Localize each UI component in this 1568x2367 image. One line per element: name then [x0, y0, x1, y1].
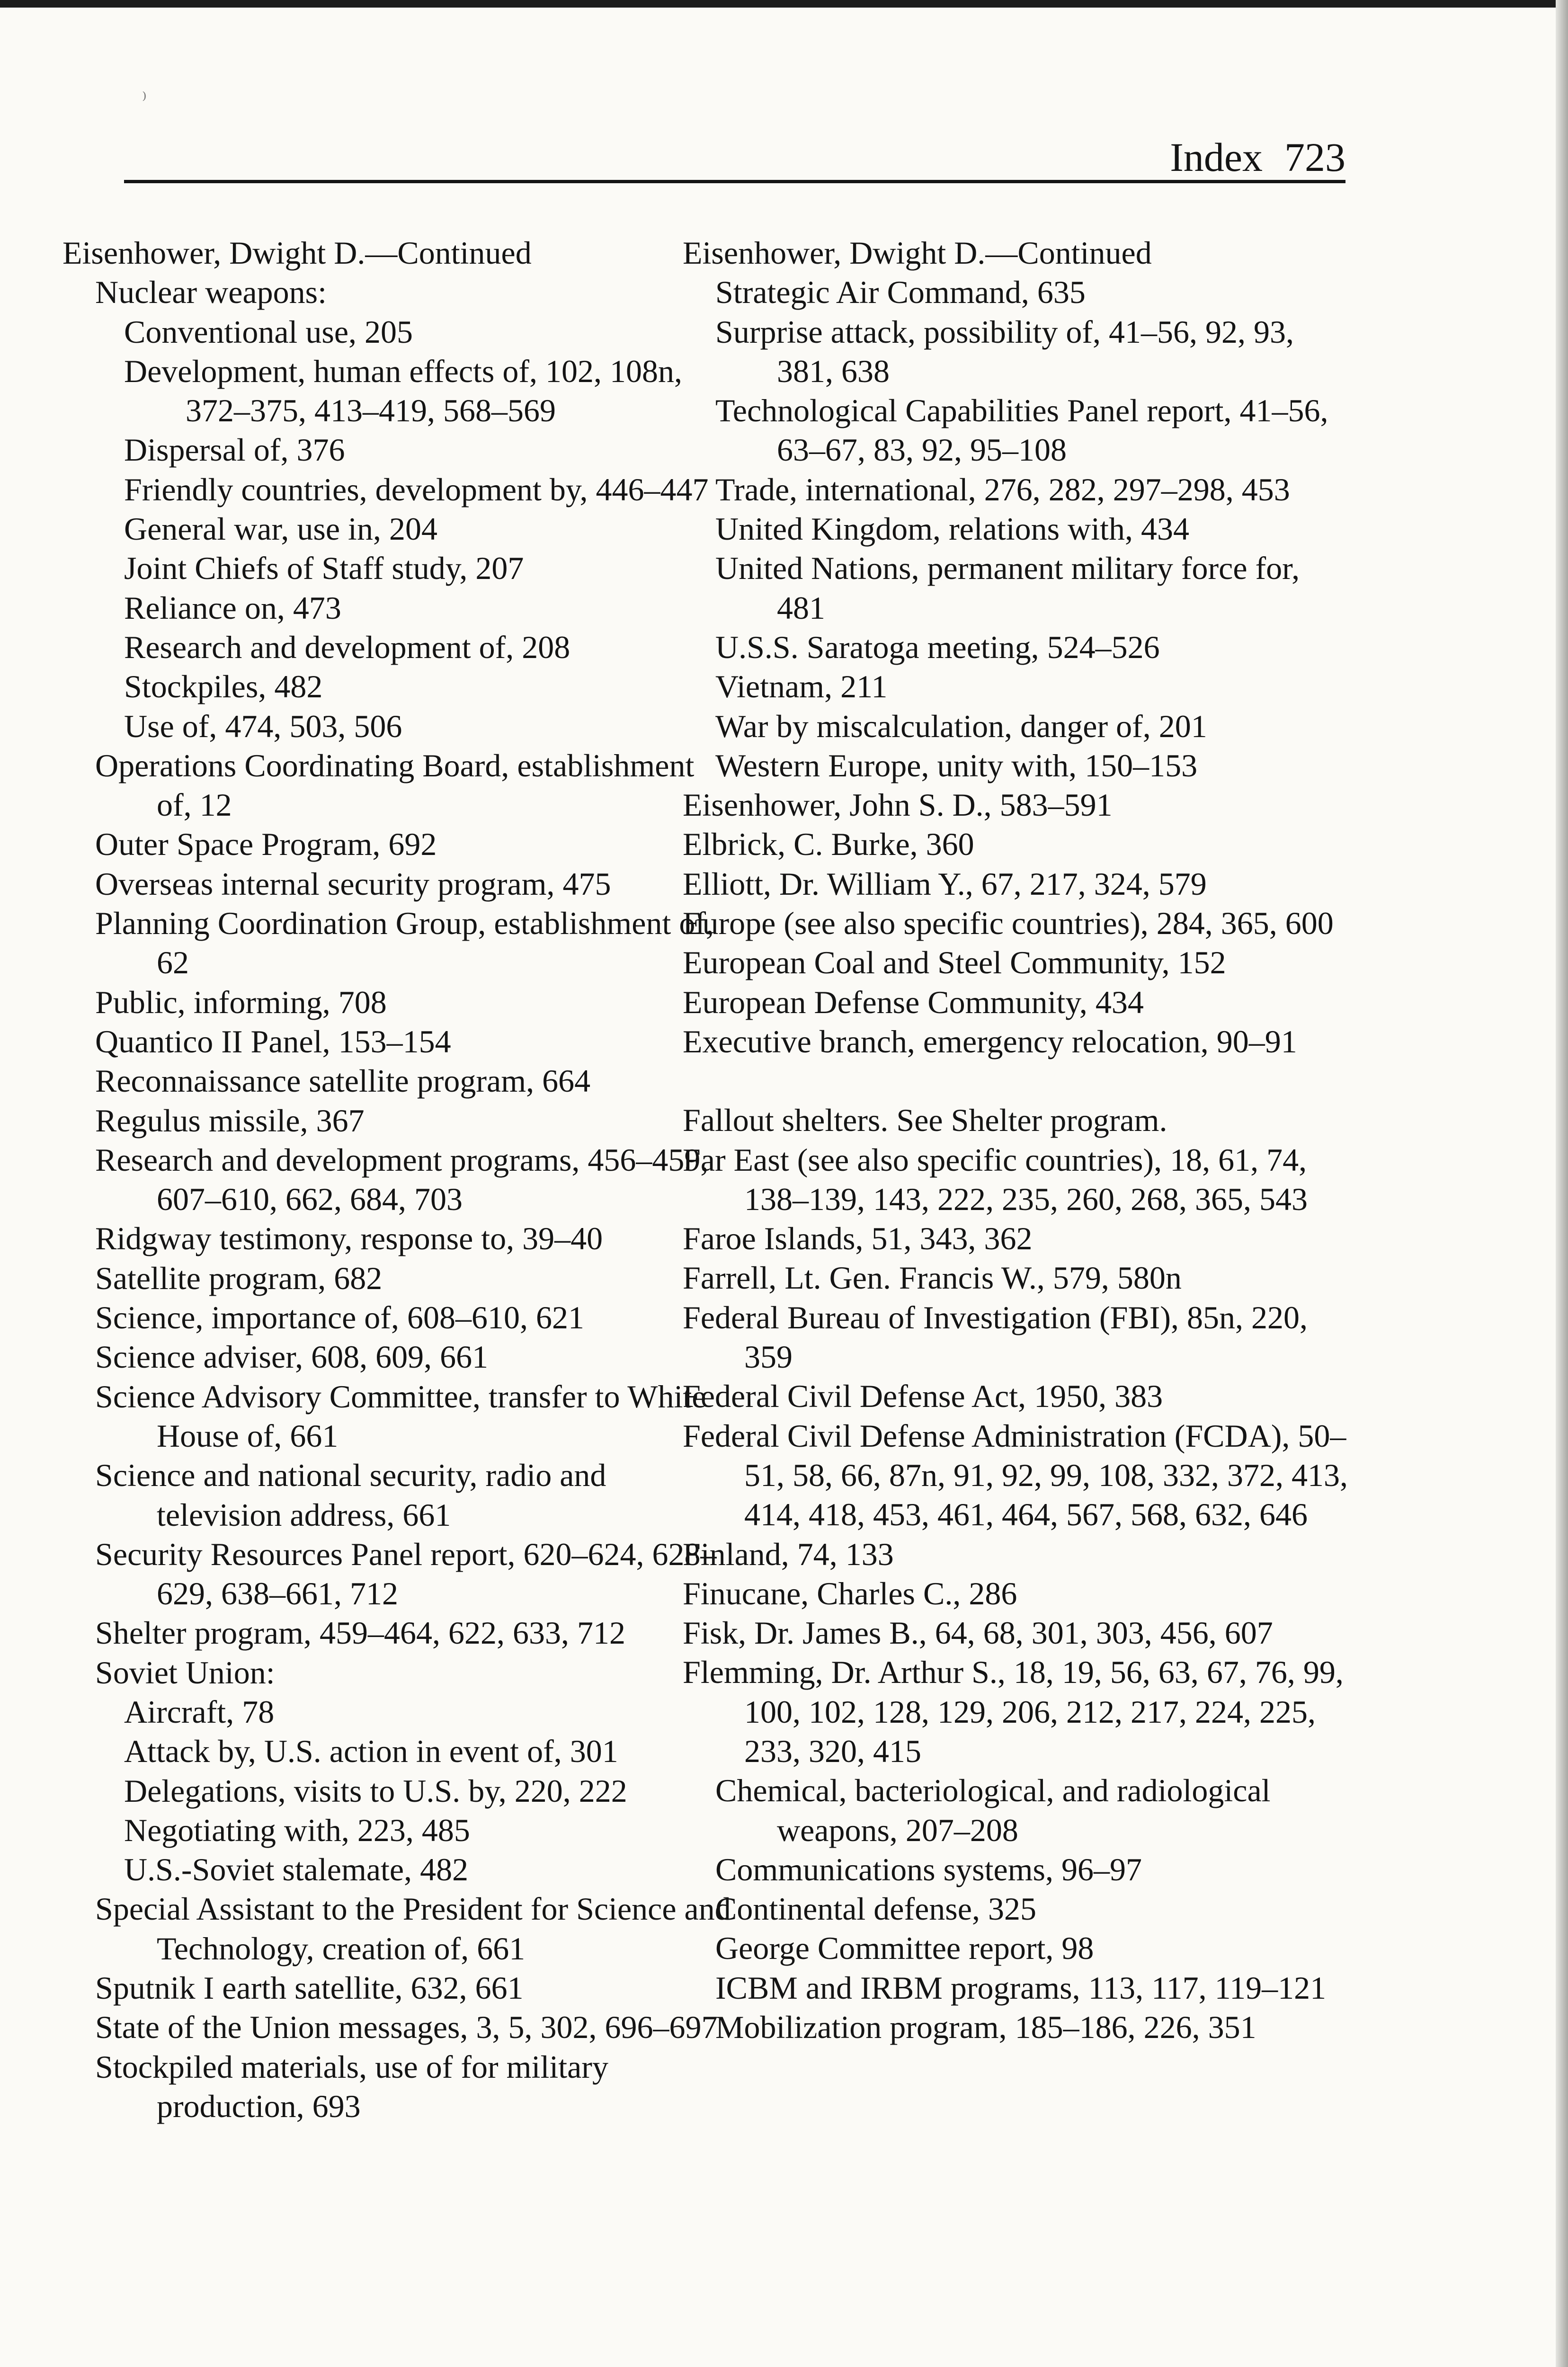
index-subentry: Western Europe, unity with, 150–153	[715, 747, 1198, 783]
index-subentry: Special Assistant to the President for Science and Technology, creation of, 661	[95, 1891, 731, 1967]
index-subentry: Public, informing, 708	[95, 984, 387, 1020]
index-subentry: ICBM and IRBM programs, 113, 117, 119–121	[715, 1969, 1327, 2006]
running-header	[124, 133, 1345, 181]
index-subentry: War by miscalculation, danger of, 201	[715, 708, 1207, 744]
index-subentry: Science Advisory Committee, transfer to White House of, 661	[95, 1378, 706, 1454]
index-entry: Eisenhower, Dwight D.—Continued	[62, 235, 532, 271]
index-subentry: U.S.-Soviet stalemate, 482	[124, 1851, 469, 1888]
index-subentry: Operations Coordinating Board, establishment of, 12	[95, 747, 695, 823]
index-entry: Elbrick, C. Burke, 360	[683, 826, 974, 863]
index-subentry: Science adviser, 608, 609, 661	[95, 1339, 489, 1375]
header-section: Index	[1170, 134, 1263, 180]
index-subentry: Surprise attack, possibility of, 41–56, 92, 93, 381, 638	[715, 313, 1294, 389]
index-subentry: Continental defense, 325	[715, 1891, 1036, 1927]
index-subentry: Delegations, visits to U.S. by, 220, 222	[124, 1772, 627, 1809]
page-top-edge	[0, 0, 1568, 8]
index-subentry: Nuclear weapons:	[95, 274, 327, 311]
index-subentry: Ridgway testimony, response to, 39–40	[95, 1220, 603, 1257]
index-subentry: Conventional use, 205	[124, 313, 413, 350]
index-subentry: Stockpiles, 482	[124, 668, 323, 705]
index-entry: Eisenhower, Dwight D.—Continued	[683, 235, 1152, 271]
page-speck: ⁾	[142, 89, 147, 110]
index-column-right	[683, 233, 1355, 2047]
index-subentry: Attack by, U.S. action in event of, 301	[124, 1733, 618, 1770]
index-entry: Federal Civil Defense Act, 1950, 383	[683, 1378, 1163, 1415]
index-subentry: Reconnaissance satellite program, 664	[95, 1063, 591, 1099]
index-entry: Finland, 74, 133	[683, 1536, 894, 1572]
index-subentry: Research and development of, 208	[124, 629, 570, 665]
index-subentry: State of the Union messages, 3, 5, 302, 696–697	[95, 2009, 718, 2046]
index-subentry: Mobilization program, 185–186, 226, 351	[715, 2009, 1256, 2046]
index-subentry: Stockpiled materials, use of for military production, 693	[95, 2048, 608, 2124]
header-rule	[124, 180, 1345, 183]
index-subentry: General war, use in, 204	[124, 511, 437, 547]
index-entry: Farrell, Lt. Gen. Francis W., 579, 580n	[683, 1260, 1182, 1296]
index-subentry: Science and national security, radio and television address, 661	[95, 1457, 606, 1533]
index-subentry: Trade, international, 276, 282, 297–298, 453	[715, 471, 1290, 507]
index-subentry: Joint Chiefs of Staff study, 207	[124, 550, 524, 587]
index-entry: Eisenhower, John S. D., 583–591	[683, 787, 1113, 823]
index-subentry: Strategic Air Command, 635	[715, 274, 1086, 311]
index-entry: European Defense Community, 434	[683, 984, 1144, 1020]
index-entry: Europe (see also specific countries), 284, 365, 600	[683, 905, 1334, 942]
index-subentry: Shelter program, 459–464, 622, 633, 712	[95, 1615, 625, 1651]
index-entry: Fisk, Dr. James B., 64, 68, 301, 303, 456, 607	[683, 1615, 1273, 1651]
index-subentry: Chemical, bacteriological, and radiological weapons, 207–208	[715, 1772, 1271, 1848]
index-spacer	[744, 1061, 1355, 1101]
index-subentry: Quantico II Panel, 153–154	[95, 1023, 451, 1059]
index-subentry: Vietnam, 211	[715, 668, 888, 705]
index-entry: Fallout shelters. See Shelter program.	[683, 1102, 1167, 1139]
index-subentry: Overseas internal security program, 475	[95, 865, 611, 902]
index-entry: Finucane, Charles C., 286	[683, 1575, 1017, 1611]
index-subentry: Sputnik I earth satellite, 632, 661	[95, 1970, 524, 2006]
index-subentry: Soviet Union:	[95, 1654, 275, 1691]
index-subentry: Negotiating with, 223, 485	[124, 1812, 470, 1848]
index-entry: Flemming, Dr. Arthur S., 18, 19, 56, 63, 67, 76, 99, 100, 102, 128, 129, 206, 212, 217, 224, 225, 233, 320, 415	[683, 1654, 1344, 1769]
index-subentry: Outer Space Program, 692	[95, 826, 437, 863]
page-right-edge	[1556, 0, 1568, 2367]
index-entry: Federal Bureau of Investigation (FBI), 85n, 220, 359	[683, 1299, 1308, 1375]
index-subentry: Satellite program, 682	[95, 1260, 383, 1296]
index-subentry: George Committee report, 98	[715, 1930, 1094, 1967]
index-subentry: Aircraft, 78	[124, 1693, 275, 1730]
index-subentry: Use of, 474, 503, 506	[124, 708, 402, 744]
index-subentry: Communications systems, 96–97	[715, 1851, 1142, 1887]
index-subentry: Science, importance of, 608–610, 621	[95, 1299, 584, 1336]
index-subentry: U.S.S. Saratoga meeting, 524–526	[715, 629, 1160, 665]
index-subentry: Reliance on, 473	[124, 589, 341, 626]
index-entry: European Coal and Steel Community, 152	[683, 944, 1226, 981]
page-number: 723	[1284, 134, 1345, 180]
index-entry: Federal Civil Defense Administration (FCDA), 50–51, 58, 66, 87n, 91, 92, 99, 108, 332, 372, 413, 414, 418, 453, 461, 464, 567, 568, 632, 646	[683, 1417, 1348, 1533]
index-subentry: Technological Capabilities Panel report, 41–56, 63–67, 83, 92, 95–108	[715, 392, 1328, 468]
index-subentry: Friendly countries, development by, 446–447	[124, 471, 709, 507]
index-entry: Far East (see also specific countries), 18, 61, 74, 138–139, 143, 222, 235, 260, 268, 365, 543	[683, 1141, 1308, 1217]
index-subentry: United Kingdom, relations with, 434	[715, 511, 1190, 547]
index-subentry: Research and development programs, 456–459, 607–610, 662, 684, 703	[95, 1141, 709, 1218]
index-subentry: Planning Coordination Group, establishment of, 62	[95, 905, 714, 981]
index-entry: Executive branch, emergency relocation, 90–91	[683, 1023, 1297, 1059]
index-entry: Faroe Islands, 51, 343, 362	[683, 1220, 1033, 1257]
index-subentry: Development, human effects of, 102, 108n, 372–375, 413–419, 568–569	[124, 353, 683, 429]
index-subentry: United Nations, permanent military force for, 481	[715, 550, 1300, 626]
index-column-left	[62, 233, 735, 2126]
index-subentry: Regulus missile, 367	[95, 1102, 365, 1139]
index-entry: Elliott, Dr. William Y., 67, 217, 324, 579	[683, 865, 1207, 902]
index-subentry: Security Resources Panel report, 620–624, 628–629, 638–661, 712	[95, 1536, 717, 1612]
index-subentry: Dispersal of, 376	[124, 432, 345, 468]
